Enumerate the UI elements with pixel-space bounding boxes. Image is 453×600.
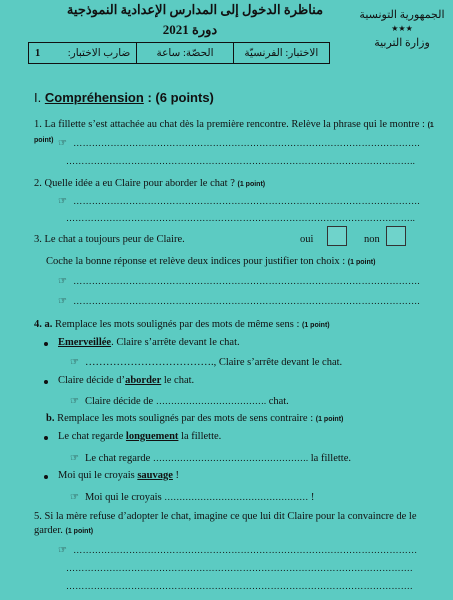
pointing-hand-icon: ☞ [70, 357, 79, 368]
pointing-hand-icon: ☞ [70, 492, 79, 503]
ministry-name: وزارة التربية [374, 37, 430, 49]
answer-line-1a[interactable]: ☞ …………………………………………………………………………………………………. [58, 138, 420, 149]
oui-checkbox[interactable] [327, 226, 347, 246]
non-checkbox[interactable] [386, 226, 406, 246]
underlined-word: Emerveillée [58, 337, 112, 348]
pointing-hand-icon: ☞ [58, 276, 68, 287]
ministry-block [357, 8, 447, 50]
section-number: I. [34, 90, 42, 105]
exam-title: مناظرة الدخول إلى المدارس الإعدادية النموذجية [66, 2, 324, 17]
question-4b: b. Remplace les mots soulignés par des mots de sens contraire : (1 point) [46, 413, 344, 424]
answer-line-5a[interactable]: ☞ ………………………………………………………………………………………………… [58, 545, 418, 556]
question-2-points: (1 point) [237, 181, 266, 188]
question-3-text: 3. Le chat a toujours peur de Claire. [34, 234, 185, 245]
question-5-text: 5. Si la mère refuse d’adopter le chat, imagine ce que lui dit Claire pour la convaincre de le garder. [34, 511, 417, 536]
duration-cell: الحصّة: ساعة [136, 43, 233, 63]
item-4b-1: Le chat regarde longuement la fillette. [58, 431, 222, 442]
answer-4b-2[interactable]: ☞ Moi qui le croyais ………………………………………… ! [70, 492, 315, 503]
question-4a: 4. a. Remplace les mots soulignés par des mots de même sens : (1 point) [34, 319, 330, 330]
pointing-hand-icon: ☞ [58, 545, 68, 556]
question-2-text: 2. Quelle idée a eu Claire pour aborder le chat ? [34, 178, 235, 189]
exam-info-box [28, 42, 330, 64]
coef-label: ضارب الاختبار: [67, 48, 131, 59]
question-2 [34, 177, 449, 192]
pointing-hand-icon: ☞ [70, 453, 79, 464]
item-4a-1: Emerveillée. Claire s’arrête devant le chat. [58, 337, 240, 348]
exam-session: دورة 2021 [162, 22, 218, 37]
answer-4b-1[interactable]: ☞ Le chat regarde ……………………………………………. la fillette. [70, 453, 351, 464]
answer-line-3b[interactable]: ☞ …………………………………………………………………………………………………. [58, 296, 420, 307]
coef-cell [29, 43, 136, 63]
oui-label: oui [300, 234, 314, 245]
question-5 [34, 510, 434, 539]
pointing-hand-icon: ☞ [70, 396, 79, 407]
question-4-number: 4. a. [34, 319, 53, 330]
answer-line-2b[interactable]: ………………………………………………………………………………………………….. [66, 213, 416, 223]
question-4b-points: (1 point) [315, 416, 344, 423]
question-1-text: 1. La fillette s’est attachée au chat dès la première rencontre. Relève la phrase qui le montre : [34, 119, 425, 130]
answer-line-1b[interactable]: ………………………………………………………………………………………………….. [66, 156, 416, 166]
question-1-points: (1 point) [34, 122, 434, 144]
section-points: : (6 points) [147, 90, 214, 105]
answer-4a-1[interactable]: ☞ ………………………………., Claire s’arrête devant le chat. [70, 357, 343, 368]
exam-header [0, 0, 453, 72]
item-4b-2: Moi qui le croyais sauvage ! [58, 470, 180, 481]
answer-line-2a[interactable]: ☞ …………………………………………………………………………………………………. [58, 196, 420, 207]
pointing-hand-icon: ☞ [58, 296, 68, 307]
pointing-hand-icon: ☞ [58, 196, 68, 207]
answer-line-5c[interactable]: …………………………………………………………………………………………………. [66, 581, 413, 591]
subject-cell: الاختبار: الفرنسيّة [244, 48, 319, 59]
underlined-word: longuement [125, 431, 179, 442]
question-3-instruction: Coche la bonne réponse et relève deux indices pour justifier ton choix : (1 point) [46, 256, 376, 267]
underlined-word: sauvage [137, 470, 173, 481]
ministry-stars: ★★★ [391, 24, 413, 33]
question-3-points: (1 point) [347, 259, 376, 266]
ministry-country: الجمهورية التونسية [359, 9, 445, 21]
answer-line-5b[interactable]: …………………………………………………………………………………………………. [66, 563, 413, 573]
pointing-hand-icon: ☞ [58, 138, 68, 149]
section-title [34, 90, 214, 105]
answer-line-3a[interactable]: ☞ …………………………………………………………………………………………………. [58, 276, 420, 287]
underlined-word: aborder [125, 375, 162, 386]
question-4a-points: (1 point) [302, 322, 330, 329]
coef-value: 1 [35, 47, 41, 59]
question-5-points: (1 point) [65, 528, 94, 535]
section-name: Compréhension [44, 90, 144, 105]
item-4a-2: Claire décide d’aborder le chat. [58, 375, 195, 386]
answer-4a-2[interactable]: ☞ Claire décide de ………………………………. chat. [70, 396, 289, 407]
non-label: non [364, 234, 380, 245]
